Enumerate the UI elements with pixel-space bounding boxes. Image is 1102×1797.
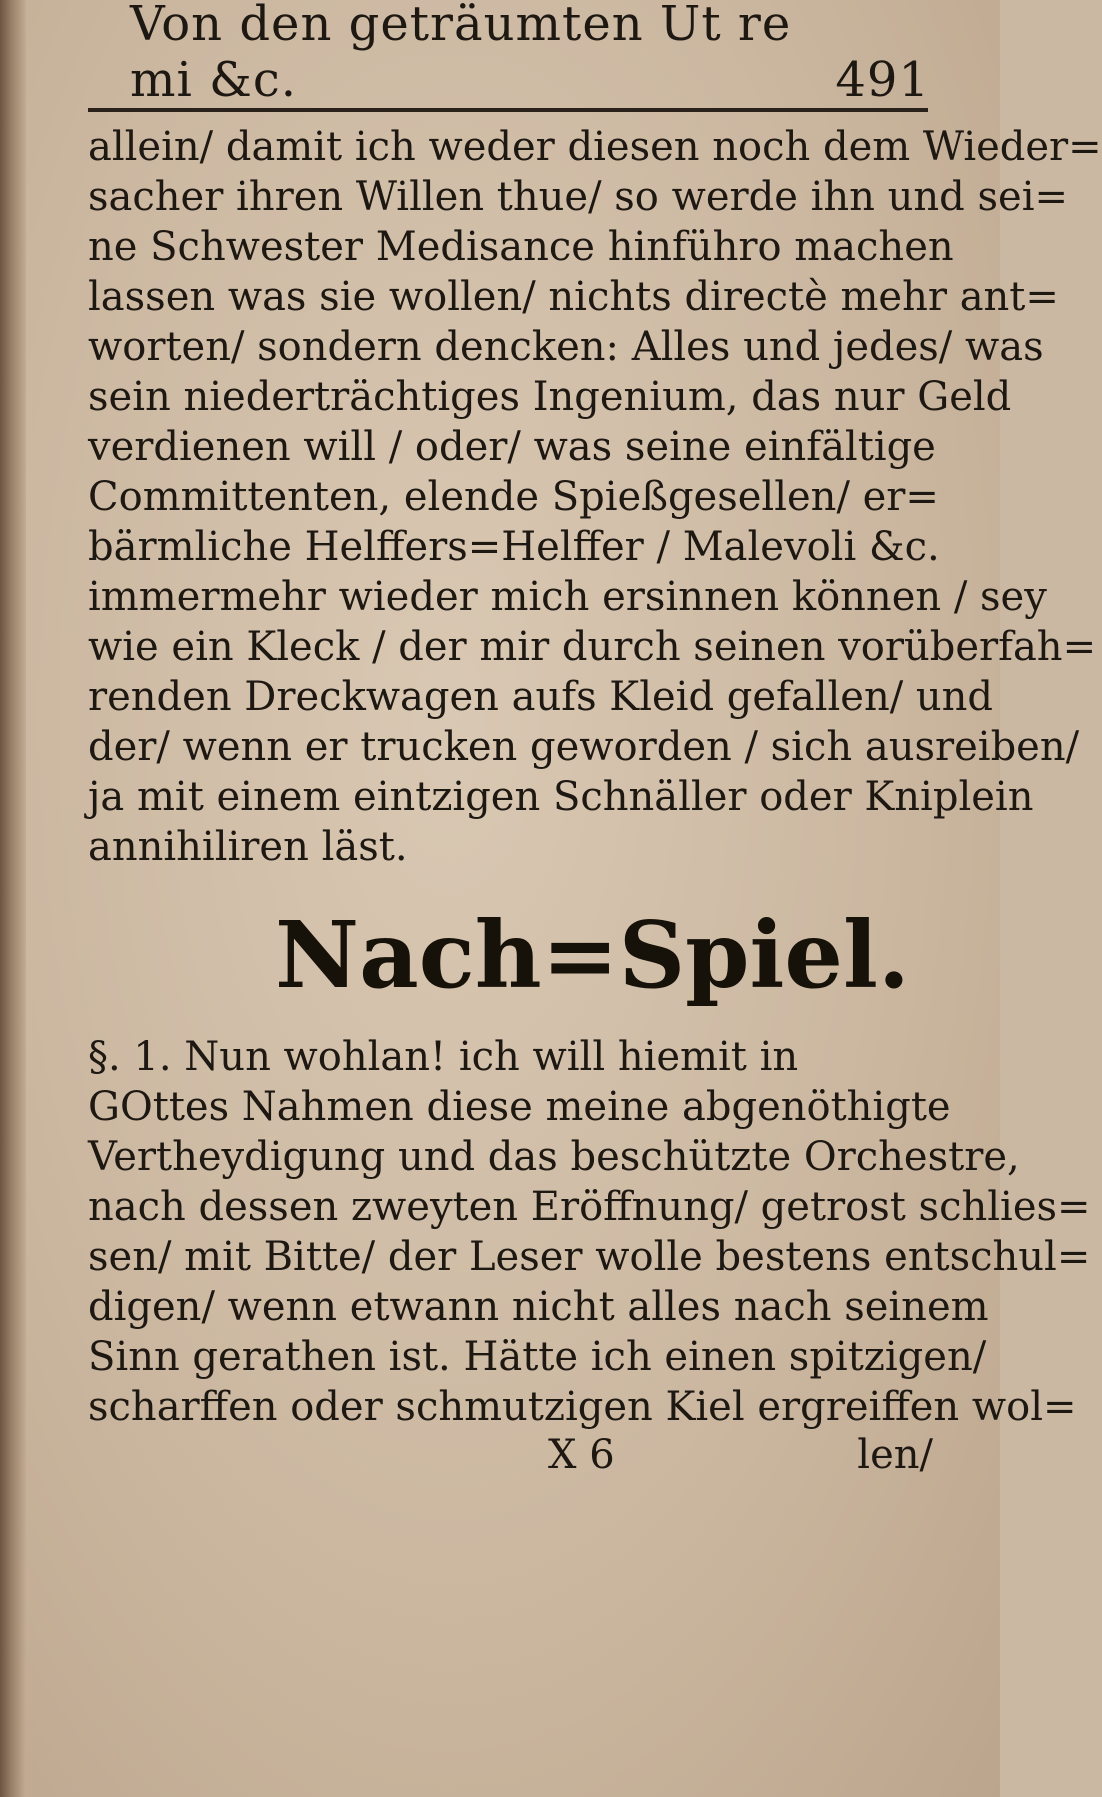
text-line: renden Dreckwagen aufs Kleid gefallen/ und xyxy=(88,674,994,720)
text-line: sen/ mit Bitte/ der Leser wolle bestens entschul= xyxy=(88,1234,1091,1280)
text-line: ne Schwester Medisance hinführo machen xyxy=(88,224,954,270)
text-line: ja mit einem eintzigen Schnäller oder Kniplein xyxy=(88,774,1034,820)
text-line: sacher ihren Willen thue/ so werde ihn und sei= xyxy=(88,174,1068,220)
text-line: verdienen will / oder/ was seine einfältige xyxy=(88,424,936,470)
section-heading: Nach=Spiel. xyxy=(275,901,910,1009)
running-title: Von den geträumten Ut re mi &c. xyxy=(130,0,792,108)
text-line: Vertheydigung und das beschützte Orchestre, xyxy=(88,1134,1020,1180)
text-line: digen/ wenn etwann nicht alles nach seinem xyxy=(88,1284,989,1330)
text-line: annihiliren läst. xyxy=(88,824,408,870)
page-footer xyxy=(88,1430,933,1480)
text-line: bärmliche Helffers=Helffer / Malevoli &c. xyxy=(88,524,940,570)
text-line: der/ wenn er trucken geworden / sich ausreiben/ xyxy=(88,724,1080,770)
text-line: GOttes Nahmen diese meine abgenöthigte xyxy=(88,1084,951,1130)
text-line: Sinn gerathen ist. Hätte ich einen spitzigen/ xyxy=(88,1334,987,1380)
text-line: scharffen oder schmutzigen Kiel ergreiffen wol= xyxy=(88,1384,1077,1430)
page-number: 491 xyxy=(835,52,930,108)
section-paragraph xyxy=(88,1032,1091,1432)
text-line: lassen was sie wollen/ nichts directè mehr ant= xyxy=(88,274,1059,320)
text-line: worten/ sondern dencken: Alles und jedes/ was xyxy=(88,324,1044,370)
text-line: immermehr wieder mich ersinnen können / sey xyxy=(88,574,1047,620)
catchword: len/ xyxy=(857,1432,933,1478)
header-rule xyxy=(88,108,928,112)
body-paragraph xyxy=(88,122,1102,872)
text-line: sein niederträchtiges Ingenium, das nur Geld xyxy=(88,374,1012,420)
text-line: Committenten, elende Spießgesellen/ er= xyxy=(88,474,939,520)
running-header xyxy=(130,0,930,108)
signature-mark: X 6 xyxy=(548,1432,615,1478)
text-line: nach dessen zweyten Eröffnung/ getrost schlies= xyxy=(88,1184,1091,1230)
text-line: wie ein Kleck / der mir durch seinen vorüberfah= xyxy=(88,624,1097,670)
page-gutter xyxy=(0,0,26,1797)
text-line: §. 1. Nun wohlan! ich will hiemit in xyxy=(88,1034,799,1080)
text-line: allein/ damit ich weder diesen noch dem Wieder= xyxy=(88,124,1102,170)
